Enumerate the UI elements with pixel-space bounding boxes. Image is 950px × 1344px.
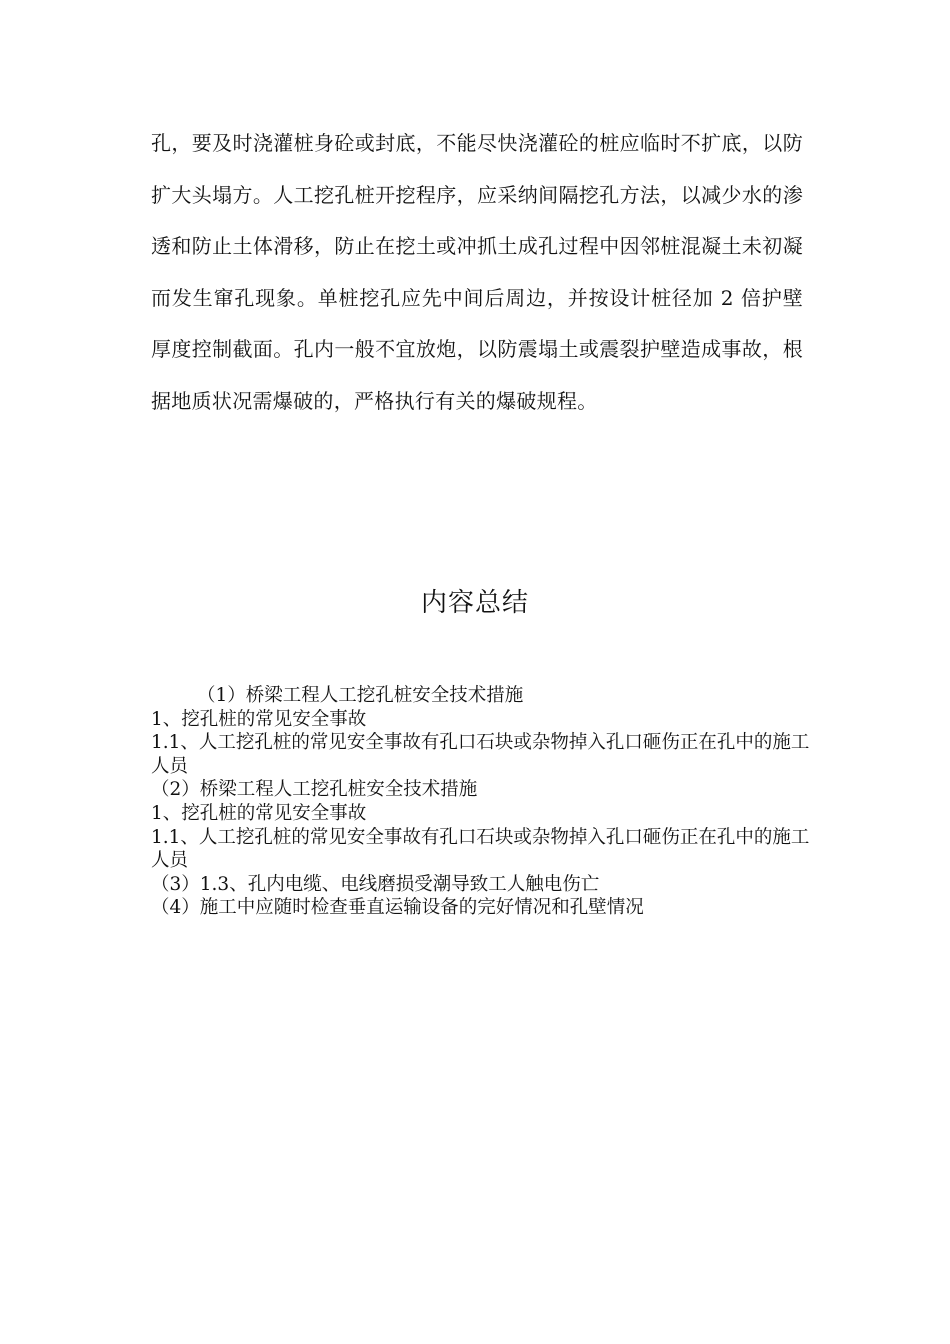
- summary-line: 1.1、人工挖孔桩的常见安全事故有孔口石块或杂物掉入孔口砸伤正在孔中的施工人员: [151, 732, 810, 777]
- summary-line: 1、挖孔桩的常见安全事故: [151, 708, 367, 730]
- summary-line: （2）桥梁工程人工挖孔桩安全技术措施: [151, 779, 478, 801]
- summary-line: （1）桥梁工程人工挖孔桩安全技术措施: [197, 685, 524, 706]
- summary-line: （4）施工中应随时检查垂直运输设备的完好情况和孔壁情况: [151, 897, 644, 919]
- summary-title: 内容总结: [420, 588, 529, 618]
- summary-line: 1、挖孔桩的常见安全事故: [151, 802, 367, 824]
- summary-list: [151, 684, 811, 920]
- summary-line: 1.1、人工挖孔桩的常见安全事故有孔口石块或杂物掉入孔口砸伤正在孔中的施工人员: [151, 826, 810, 872]
- summary-line: （3）1.3、孔内电缆、电线磨损受潮导致工人触电伤亡: [151, 873, 600, 895]
- body-paragraph: 孔，要及时浇灌桩身砼或封底，不能尽快浇灌砼的桩应临时不扩底，以防扩大头塌方。人工挖孔桩开挖程序，应采纳间隔挖孔方法，以减少水的渗透和防止土体滑移，防止在挖土或冲抓土成孔过程中因邻桩混凝土未初凝而发生窜孔现象。单桩挖孔应先中间后周边，并按设计桩径加 2 倍护壁厚度控制截面。孔内一般不宜放炮，以防震塌土或震裂护壁造成事故，根据地质状况需爆破的，严格执行有关的爆破规程。: [151, 131, 803, 413]
